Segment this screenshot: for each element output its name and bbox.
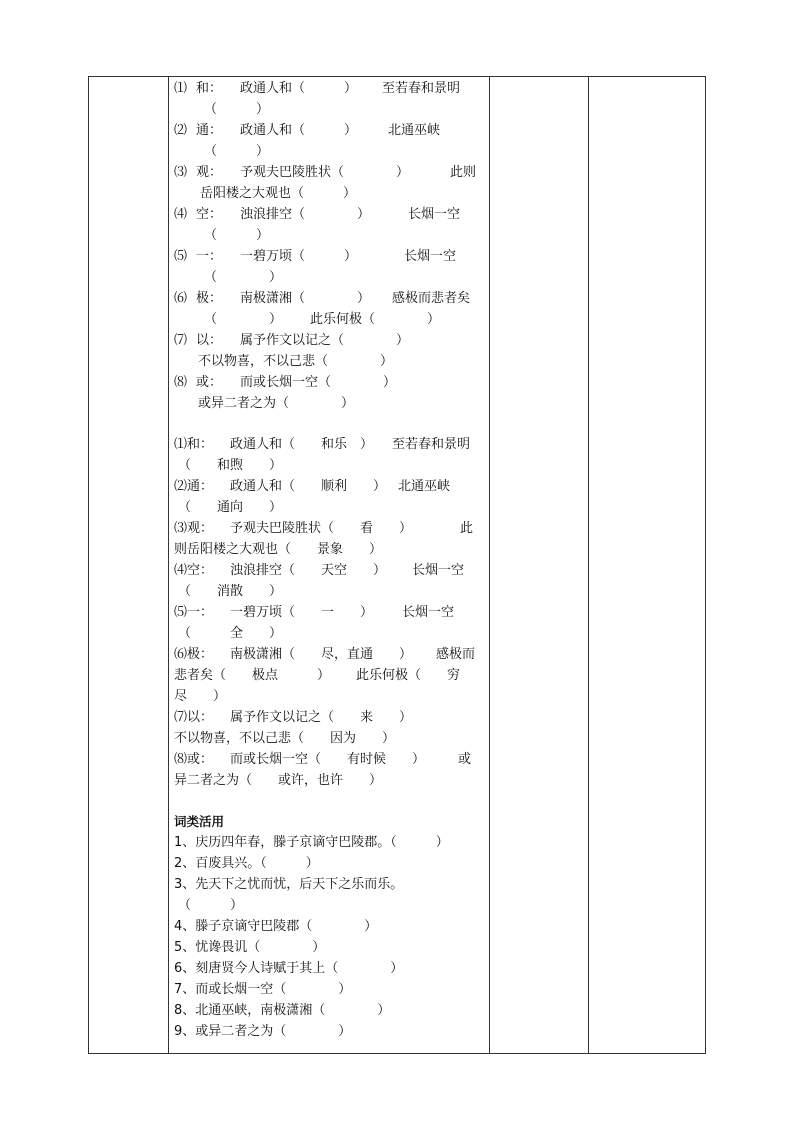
answer-b: 或 bbox=[458, 752, 472, 767]
blank-cont: 或异二者之为（ ） bbox=[198, 396, 355, 411]
answer-cont: 异二者之为（ 或许，也许 ） bbox=[174, 773, 383, 788]
answer-a: 南极潇湘（ 尽，直通 ） bbox=[230, 647, 413, 662]
answer-number: ⑹极： bbox=[174, 647, 214, 662]
answer-a: 予观夫巴陵胜状（ 看 ） bbox=[230, 521, 413, 536]
blank-a: 政通人和（ ） bbox=[240, 81, 358, 96]
answer-a: 而或长烟一空（ 有时候 ） bbox=[230, 752, 426, 767]
worksheet-content bbox=[174, 78, 480, 1042]
blank-b: 此则 bbox=[450, 165, 477, 180]
answer-number: ⑷空： bbox=[174, 563, 214, 578]
exercise-item: 6、刻唐贤今人诗赋于其上（ ） bbox=[174, 961, 404, 976]
answer-cont: （ 和煦 ） bbox=[178, 458, 283, 473]
blank-a: 浊浪排空（ ） bbox=[240, 207, 371, 222]
item-number: ⑹ bbox=[174, 291, 188, 306]
answer-b: 北通巫峡 bbox=[398, 479, 451, 494]
answer-b: 长烟一空 bbox=[402, 605, 455, 620]
exercise-item: 5、忧谗畏讥（ ） bbox=[174, 940, 326, 955]
answer-cont: 则岳阳楼之大观也（ 景象 ） bbox=[174, 542, 383, 557]
answer-b: 感极而 bbox=[436, 647, 476, 662]
item-number: ⑷ bbox=[174, 207, 188, 222]
blank-cont: （ ） bbox=[204, 144, 270, 159]
column-divider bbox=[489, 77, 490, 1053]
exercise-item: 1、庆历四年春，滕子京谪守巴陵郡。（ ） bbox=[174, 835, 449, 850]
answer-b: 此乐何极（ 穷 bbox=[356, 668, 461, 683]
column-divider bbox=[588, 77, 589, 1053]
column-divider bbox=[168, 77, 169, 1053]
exercise-item: （ ） bbox=[178, 898, 244, 913]
item-number: ⑺ bbox=[174, 333, 188, 348]
answer-number: ⑶观： bbox=[174, 521, 214, 536]
item-label: 观： bbox=[196, 165, 223, 180]
item-number: ⑴ bbox=[174, 81, 188, 96]
blank-b: 长烟一空 bbox=[408, 207, 461, 222]
answer-b: 至若春和景明 bbox=[392, 437, 471, 452]
blank-b: 至若春和景明 bbox=[382, 81, 461, 96]
exercise-item: 7、而或长烟一空（ ） bbox=[174, 982, 352, 997]
blank-cont: （ ） bbox=[204, 102, 270, 117]
item-number: ⑻ bbox=[174, 375, 188, 390]
item-number: ⑵ bbox=[174, 123, 188, 138]
item-number: ⑸ bbox=[174, 249, 188, 264]
exercise-item: 4、滕子京谪守巴陵郡（ ） bbox=[174, 919, 378, 934]
item-number: ⑶ bbox=[174, 165, 188, 180]
answer-number: ⑸一： bbox=[174, 605, 214, 620]
answer-b: 此 bbox=[460, 521, 474, 536]
blank-cont: （ ） bbox=[204, 228, 270, 243]
blank-a: 予观夫巴陵胜状（ ） bbox=[240, 165, 410, 180]
answer-cont: （ 消散 ） bbox=[178, 584, 283, 599]
blank-cont: 岳阳楼之大观也（ ） bbox=[200, 186, 357, 201]
answer-cont: （ 全 ） bbox=[178, 626, 283, 641]
blank-cont: （ ） bbox=[204, 270, 283, 285]
blank-a: 属予作文以记之（ ） bbox=[240, 333, 410, 348]
blank-a: 政通人和（ ） bbox=[240, 123, 358, 138]
item-label: 极： bbox=[196, 291, 223, 306]
answer-cont: 不以物喜，不以己悲（ 因为 ） bbox=[174, 731, 396, 746]
item-label: 空： bbox=[196, 207, 223, 222]
answer-a: 浊浪排空（ 天空 ） bbox=[230, 563, 387, 578]
answer-number: ⑻或： bbox=[174, 752, 214, 767]
exercise-item: 3、先天下之忧而忧，后天下之乐而乐。 bbox=[174, 877, 404, 892]
blank-cont: （ ） bbox=[204, 312, 283, 327]
answer-cont: （ 通向 ） bbox=[178, 500, 283, 515]
answer-a: 一碧万顷（ 一 ） bbox=[230, 605, 374, 620]
answer-number: ⑺以： bbox=[174, 710, 214, 725]
exercise-item: 9、或异二者之为（ ） bbox=[174, 1024, 352, 1039]
blank-b: 北通巫峡 bbox=[388, 123, 441, 138]
blank-b: 此乐何极（ ） bbox=[310, 312, 441, 327]
blank-cont: 不以物喜，不以己悲（ ） bbox=[198, 354, 394, 369]
blank-a: 一碧万顷（ ） bbox=[240, 249, 358, 264]
exercise-item: 8、北通巫峡，南极潇湘（ ） bbox=[174, 1003, 391, 1018]
item-label: 一： bbox=[196, 249, 223, 264]
section-heading: 词类活用 bbox=[174, 814, 225, 829]
item-label: 以： bbox=[196, 333, 223, 348]
answer-a: 政通人和（ 顺利 ） bbox=[230, 479, 387, 494]
exercise-item: 2、百废具兴。（ ） bbox=[174, 856, 319, 871]
answer-a: 属予作文以记之（ 来 ） bbox=[230, 710, 413, 725]
blank-b: 感极而悲者矣 bbox=[392, 291, 471, 306]
answer-cont: 尽 ） bbox=[174, 689, 227, 704]
item-label: 通： bbox=[196, 123, 223, 138]
blank-a: 南极潇湘（ ） bbox=[240, 291, 371, 306]
blank-a: 而或长烟一空（ ） bbox=[240, 375, 397, 390]
answer-b: 长烟一空 bbox=[412, 563, 465, 578]
answer-a: 政通人和（ 和乐 ） bbox=[230, 437, 374, 452]
item-label: 或： bbox=[196, 375, 223, 390]
answer-number: ⑵通： bbox=[174, 479, 214, 494]
blank-b: 长烟一空 bbox=[404, 249, 457, 264]
answer-number: ⑴和： bbox=[174, 437, 214, 452]
item-label: 和： bbox=[196, 81, 223, 96]
answer-cont: 悲者矣（ 极点 ） bbox=[174, 668, 331, 683]
